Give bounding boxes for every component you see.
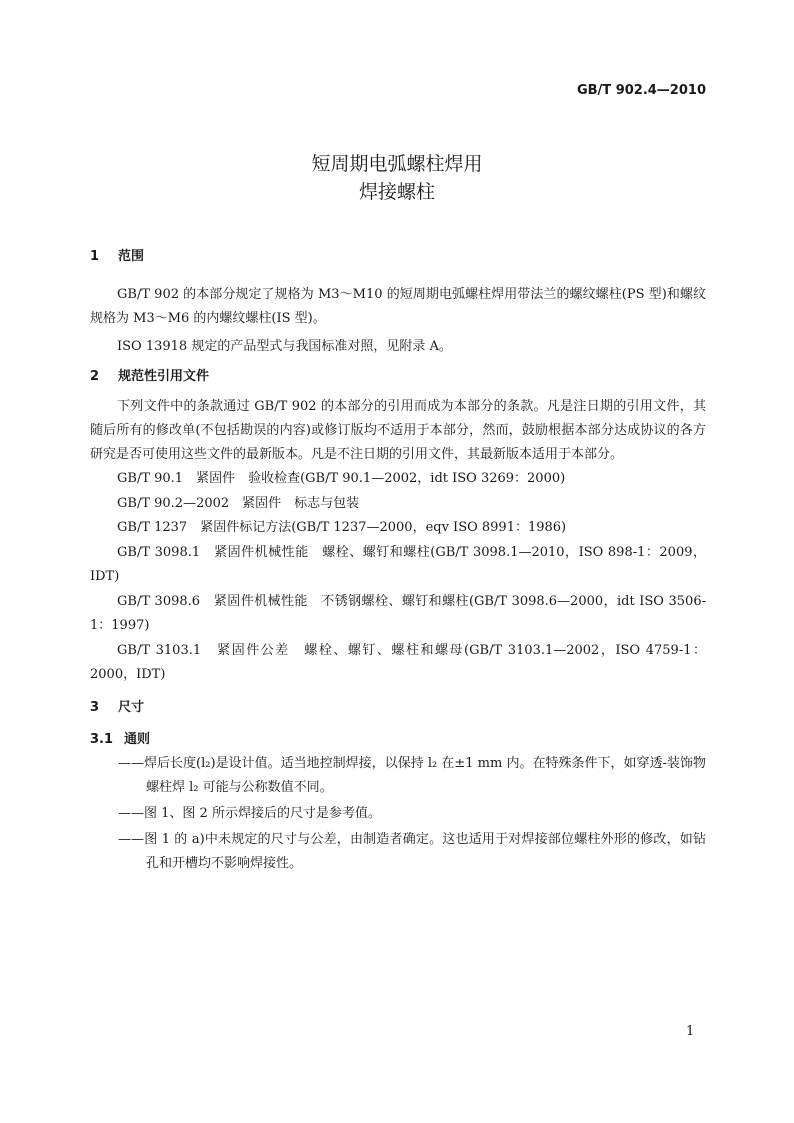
standard-code: GB/T 902.4—2010 <box>576 83 706 98</box>
section-scope-heading <box>90 245 706 269</box>
dash-list-item: ——焊后长度(l₂)是设计值。适当地控制焊接，以保持 l₂ 在±1 mm 内。在特殊条件下，如穿透-装饰物螺柱焊 l₂ 可能与公称数值不同。 <box>118 755 706 795</box>
section-number: 2 <box>90 369 100 384</box>
section-title: 尺寸 <box>118 699 145 715</box>
reference-item: GB/T 90.2—2002 紧固件 标志与包装 <box>117 495 360 511</box>
dash-list-item: ——图 1 的 a)中未规定的尺寸与公差，由制造者确定。这也适用于对焊接部位螺柱外形的修改，如钻孔和开槽均不影响焊接性。 <box>118 831 706 871</box>
reference-item: GB/T 3098.6 紧固件机械性能 不锈钢螺栓、螺钉和螺柱(GB/T 3098.6—2000，idt ISO 3506-1：1997) <box>90 593 706 633</box>
section-normative-refs-heading <box>90 365 706 389</box>
page-number: 1 <box>686 1024 695 1039</box>
section-title: 范围 <box>118 249 145 264</box>
document-title <box>0 150 794 206</box>
scope-paragraph: GB/T 902 的本部分规定了规格为 M3～M10 的短周期电弧螺柱焊用带法兰的螺纹螺柱(PS 型)和螺纹规格为 M3～M6 的内螺纹螺柱(IS 型)。 <box>90 287 706 326</box>
subsection-general-heading <box>90 728 706 752</box>
section-dimensions-heading <box>90 696 706 720</box>
title-line-1: 短周期电弧螺柱焊用 <box>311 153 483 175</box>
reference-item: GB/T 1237 紧固件标记方法(GB/T 1237—2000，eqv ISO 8991：1986) <box>117 520 567 535</box>
subsection-number: 3.1 <box>90 731 114 747</box>
normative-refs-intro: 下列文件中的条款通过 GB/T 902 的本部分的引用而成为本部分的条款。凡是注日期的引用文件，其随后所有的修改单(不包括勘误的内容)或修订版均不适用于本部分，然而，鼓励根据本部分达成协议的各方研究是否可使用这些文件的最新版本。凡是不注日期的引用文件，其最新版本适用于本部分。 <box>90 399 706 462</box>
reference-item: GB/T 90.1 紧固件 验收检查(GB/T 90.1—2002，idt ISO 3269：2000) <box>117 471 566 486</box>
section-number: 1 <box>90 249 100 264</box>
section-title: 规范性引用文件 <box>118 369 210 384</box>
section-number: 3 <box>90 699 100 715</box>
reference-item: GB/T 3098.1 紧固件机械性能 螺栓、螺钉和螺柱(GB/T 3098.1—2010，ISO 898-1：2009，IDT) <box>90 544 706 584</box>
scope-paragraph: ISO 13918 规定的产品型式与我国标准对照，见附录 A。 <box>117 339 452 354</box>
reference-item: GB/T 3103.1 紧固件公差 螺栓、螺钉、螺柱和螺母(GB/T 3103.1—2002，ISO 4759-1：2000，IDT) <box>90 642 706 682</box>
document-body <box>90 245 706 878</box>
dash-list-item: ——图 1、图 2 所示焊接后的尺寸是参考值。 <box>118 805 381 821</box>
subsection-title: 通则 <box>124 731 151 747</box>
title-line-2: 焊接螺柱 <box>358 181 435 203</box>
